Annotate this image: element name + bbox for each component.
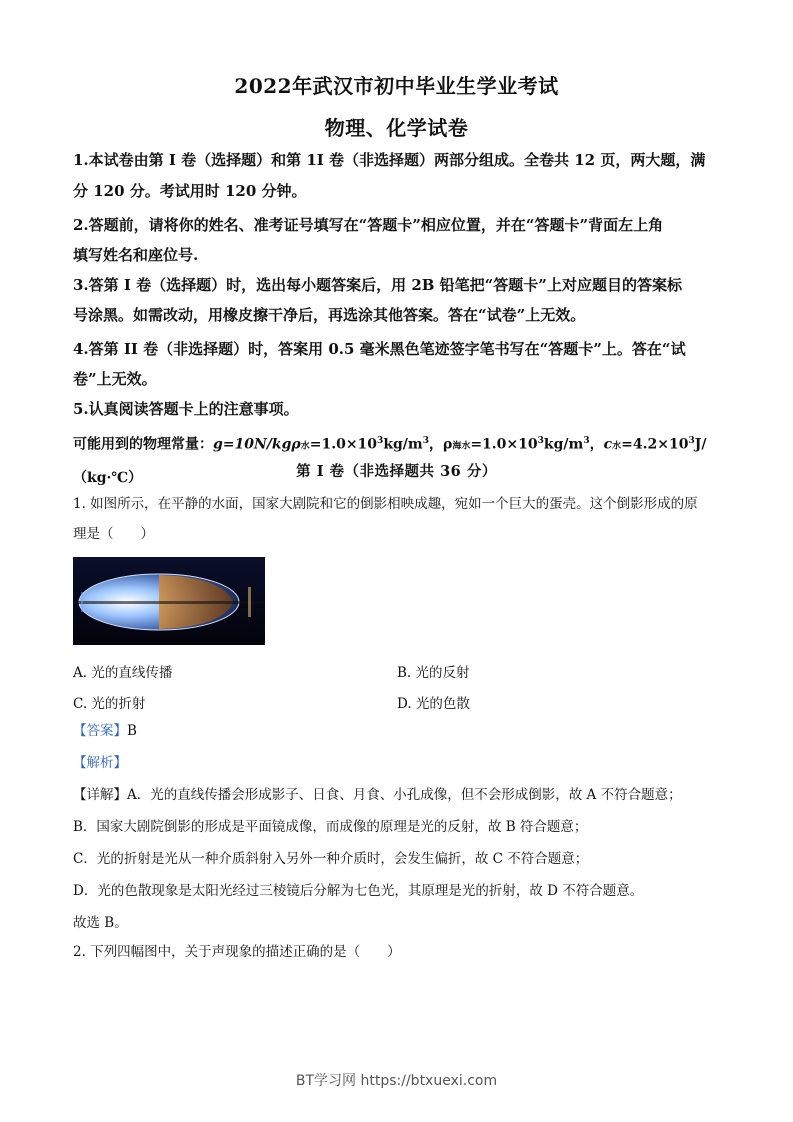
option-b: B. 光的反射 (397, 665, 470, 681)
specific-heat-c: c (603, 436, 613, 453)
option-a: A. 光的直线传播 (73, 665, 173, 681)
instruction-line: 1.本试卷由第 I 卷（选择题）和第 1I 卷（非选择题）两部分组成。全卷共 12 页，两大题，满 (73, 151, 706, 169)
answer-value: B (127, 723, 137, 739)
rho-water-exp: 3 (377, 436, 384, 446)
rho-water-unit: kg/m (383, 436, 423, 453)
instruction-line: 卷”上无效。 (73, 370, 157, 388)
detail-line: 【详解】A．光的直线传播会形成影子、日食、月食、小孔成像，但不会形成倒影，故 A 不符合题意； (73, 787, 682, 803)
rho-sea-unit: kg/m (543, 436, 584, 453)
rho-water-sub: 水 (300, 441, 310, 452)
option-d: D. 光的色散 (397, 696, 470, 712)
rho-sea-unit-exp: 3 (583, 436, 590, 446)
detail-line: B．国家大剧院倒影的形成是平面镜成像，而成像的原理是光的反射，故 B 符合题意； (73, 819, 588, 835)
instruction-line: 5.认真阅读答题卡上的注意事项。 (73, 400, 299, 418)
instruction-line: 4.答第 II 卷（非选择题）时，答案用 0.5 毫米黑色笔迹签字笔书写在“答题卡”上。答在“试 (73, 340, 686, 358)
instruction-line: 3.答第 I 卷（选择题）时，选出每小题答案后，用 2B 铅笔把“答题卡”上对应题目的答案标 (73, 276, 682, 294)
rho-sea-exp: 3 (537, 436, 544, 446)
question1-stem-line1: 1. 如图所示，在平静的水面，国家大剧院和它的倒影相映成趣，宛如一个巨大的蛋壳。这个倒影形成的原 (73, 496, 698, 512)
detail-line: C．光的折射是光从一种介质斜射入另外一种介质时，会发生偏折，故 C 不符合题意； (73, 851, 589, 867)
rho-water-value: =1.0×10 (309, 436, 378, 453)
rho-water: ρ (291, 436, 301, 453)
specific-heat-exp: 3 (688, 436, 695, 446)
exam-title: 2022年武汉市初中毕业生学业考试 (234, 74, 559, 98)
option-c: C. 光的折射 (73, 696, 146, 712)
specific-heat-unit: J/（kg·℃） (73, 436, 707, 486)
rho-sea: ρ (443, 436, 453, 453)
rho-sea-sub: 海水 (452, 441, 471, 452)
rho-water-unit-exp: 3 (422, 436, 429, 446)
analysis-tag: 【解析】 (73, 755, 127, 771)
section-title: 第 I 卷（非选择题共 36 分） (296, 463, 497, 480)
specific-heat-sub: 水 (612, 441, 622, 452)
constant-g: g=10N/kg (213, 436, 292, 453)
instruction-line: 号涂黑。如需改动，用橡皮擦干净后，再选涂其他答案。答在“试卷”上无效。 (73, 306, 586, 324)
exam-subtitle: 物理、化学试卷 (324, 116, 469, 140)
instruction-line: 分 120 分。考试用时 120 分钟。 (73, 182, 307, 200)
answer-line (73, 715, 723, 748)
answer-tag: 【答案】 (73, 723, 127, 739)
footer-watermark: BT学习网 https://btxuexi.com (295, 1073, 498, 1089)
separator: ， (429, 436, 443, 453)
detail-line: 故选 B。 (73, 915, 128, 931)
national-grand-theatre-photo (73, 557, 265, 645)
analysis-line (73, 747, 723, 780)
instruction-line: 2.答题前，请将你的姓名、准考证号填写在“答题卡”相应位置，并在“答题卡”背面左上角 (73, 216, 664, 234)
separator: ， (589, 436, 604, 453)
question1-stem-line2: 理是（ ） (73, 526, 154, 542)
rho-sea-value: =1.0×10 (470, 436, 538, 453)
question2-stem: 2. 下列四幅图中，关于声现象的描述正确的是（ ） (73, 944, 401, 960)
reflection-image (73, 557, 265, 645)
detail-line: D．光的色散现象是太阳光经过三棱镜后分解为七色光，其原理是光的折射，故 D 不符合题意。 (73, 883, 644, 899)
constants-prefix: 可能用到的物理常量： (73, 436, 213, 453)
instruction-line: 填写姓名和座位号. (73, 246, 199, 264)
specific-heat-value: =4.2×10 (621, 436, 689, 453)
